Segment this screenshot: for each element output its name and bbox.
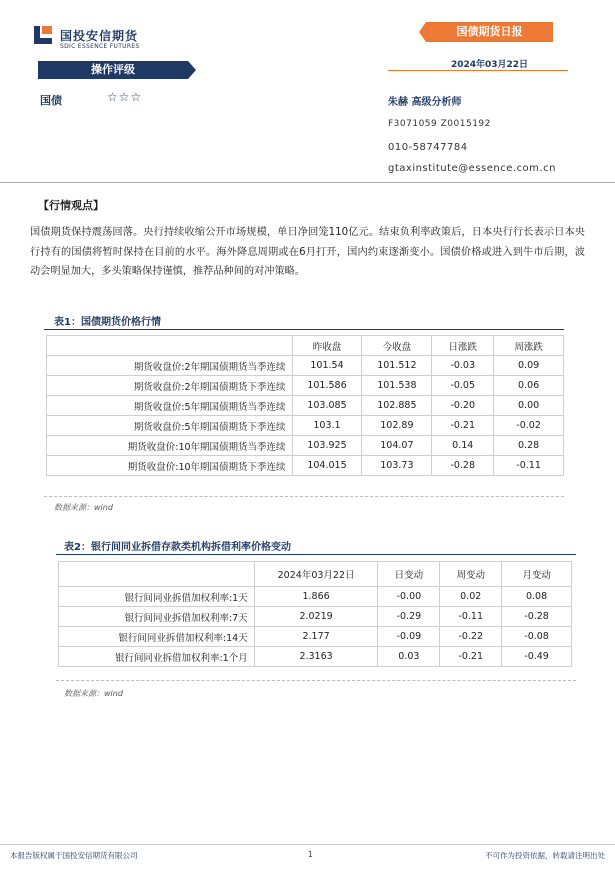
table-cell: 2.177 — [254, 627, 378, 647]
table-cell: 期货收盘价:5年期国债期货下季连续 — [47, 416, 293, 436]
rating-section-bar: 操作评级 — [38, 61, 188, 79]
table1-title: 表1：国债期货价格行情 — [54, 317, 161, 328]
table1-header-row — [47, 336, 564, 356]
table-cell: -0.11 — [494, 456, 564, 476]
date-underline — [388, 70, 568, 71]
table-cell: -0.21 — [432, 416, 494, 436]
table2-header-row — [59, 562, 572, 587]
table-cell: 102.885 — [362, 396, 432, 416]
table-cell: 期货收盘价:2年期国债期货下季连续 — [47, 376, 293, 396]
table2-header-cell: 周变动 — [440, 562, 502, 587]
report-date: 2024年03月22日 — [450, 60, 529, 70]
table-cell: -0.22 — [440, 627, 502, 647]
table-cell: 0.03 — [378, 647, 440, 667]
table-cell: 0.08 — [502, 587, 572, 607]
table-row — [59, 607, 572, 627]
analyst-cert-numbers: F3071059 Z0015192 — [388, 119, 491, 129]
table-cell: 101.538 — [362, 376, 432, 396]
table-cell: 104.015 — [292, 456, 362, 476]
header-divider — [0, 182, 615, 183]
table-cell: -0.09 — [378, 627, 440, 647]
table-cell: 银行间同业拆借加权利率:1个月 — [59, 647, 255, 667]
table-cell: -0.11 — [440, 607, 502, 627]
table-cell: -0.28 — [432, 456, 494, 476]
footer-disclaimer: 不可作为投资依据，转载请注明出处 — [485, 851, 605, 860]
table-row — [47, 416, 564, 436]
analyst-phone: 010-58747784 — [388, 142, 468, 153]
table-cell: -0.28 — [502, 607, 572, 627]
table-row — [59, 627, 572, 647]
footer-copyright: 本报告版权属于国投安信期货有限公司 — [10, 851, 138, 860]
table-cell: -0.49 — [502, 647, 572, 667]
report-title-badge: 国债期货日报 — [426, 22, 553, 42]
table-cell: -0.03 — [432, 356, 494, 376]
table-row — [59, 647, 572, 667]
page-number: 1 — [308, 850, 313, 859]
table-cell: 2.3163 — [254, 647, 378, 667]
table-cell: 期货收盘价:10年期国债期货下季连续 — [47, 456, 293, 476]
table-cell: 101.586 — [292, 376, 362, 396]
table-cell: -0.08 — [502, 627, 572, 647]
table-cell: 101.54 — [292, 356, 362, 376]
logo-text: 国投安信期货 — [60, 29, 139, 43]
table-cell: 103.085 — [292, 396, 362, 416]
table-cell: -0.05 — [432, 376, 494, 396]
logo-subtext: SDIC ESSENCE FUTURES — [60, 43, 140, 50]
table1 — [46, 335, 564, 476]
table1-header-cell: 日涨跌 — [432, 336, 494, 356]
table-cell: -0.20 — [432, 396, 494, 416]
table1-header-cell: 昨收盘 — [292, 336, 362, 356]
table-cell: 0.06 — [494, 376, 564, 396]
table-row — [47, 456, 564, 476]
table-cell: 104.07 — [362, 436, 432, 456]
table2-title-rule — [56, 554, 576, 555]
table-cell: 银行间同业拆借加权利率:7天 — [59, 607, 255, 627]
table2-header-cell: 日变动 — [378, 562, 440, 587]
table1-title-rule — [44, 329, 564, 330]
logo-icon — [34, 24, 54, 46]
table-cell: 银行间同业拆借加权利率:1天 — [59, 587, 255, 607]
analyst-name: 朱赫 高级分析师 — [388, 97, 462, 108]
table-row — [47, 356, 564, 376]
table-row — [59, 587, 572, 607]
rating-label: 国债 — [40, 94, 62, 107]
table-cell: 1.866 — [254, 587, 378, 607]
table1-header-cell: 今收盘 — [362, 336, 432, 356]
table2-title: 表2：银行间同业拆借存款类机构拆借利率价格变动 — [64, 542, 291, 553]
table-cell: 0.02 — [440, 587, 502, 607]
table-cell: 期货收盘价:5年期国债期货当季连续 — [47, 396, 293, 416]
table-cell: 103.73 — [362, 456, 432, 476]
table1-header-cell: 周涨跌 — [494, 336, 564, 356]
market-view-paragraph: 国债期货保持震荡回落。央行持续收缩公开市场规模，单日净回笼110亿元。结束负利率政策后，日本央行行长表示日本央行持有的国债将暂时保持在目前的水平。海外降息周期或在6月打开，国内约束逐渐变小。国债价格或进入到牛市后期，波动会明显加大，多头策略保持谨慎，推荐品种间的对冲策略。 — [30, 227, 585, 277]
table-row — [47, 396, 564, 416]
table2-header-cell — [59, 562, 255, 587]
table2-source-rule — [56, 680, 576, 681]
table-cell: 期货收盘价:2年期国债期货当季连续 — [47, 356, 293, 376]
table-cell: 0.14 — [432, 436, 494, 456]
table1-header-cell — [47, 336, 293, 356]
analyst-email: gtaxinstitute@essence.com.cn — [388, 163, 556, 174]
table2 — [58, 561, 572, 667]
table1-source: 数据来源：wind — [54, 503, 113, 512]
table2-header-cell: 2024年03月22日 — [254, 562, 378, 587]
rating-stars: ☆☆☆ — [107, 90, 143, 104]
table-cell: 银行间同业拆借加权利率:14天 — [59, 627, 255, 647]
table-cell: 103.925 — [292, 436, 362, 456]
table-cell: 0.00 — [494, 396, 564, 416]
table2-source: 数据来源：wind — [64, 689, 123, 698]
table-cell: -0.29 — [378, 607, 440, 627]
footer-divider — [0, 844, 615, 845]
table1-source-rule — [44, 496, 564, 497]
table-cell: -0.02 — [494, 416, 564, 436]
table-cell: -0.21 — [440, 647, 502, 667]
table-cell: 103.1 — [292, 416, 362, 436]
table-row — [47, 376, 564, 396]
table-cell: 0.09 — [494, 356, 564, 376]
table-cell: 0.28 — [494, 436, 564, 456]
table-cell: -0.00 — [378, 587, 440, 607]
table-cell: 101.512 — [362, 356, 432, 376]
table-cell: 2.0219 — [254, 607, 378, 627]
section-heading: 【行情观点】 — [38, 199, 104, 212]
table-row — [47, 436, 564, 456]
table-cell: 102.89 — [362, 416, 432, 436]
table2-header-cell: 月变动 — [502, 562, 572, 587]
table-cell: 期货收盘价:10年期国债期货当季连续 — [47, 436, 293, 456]
